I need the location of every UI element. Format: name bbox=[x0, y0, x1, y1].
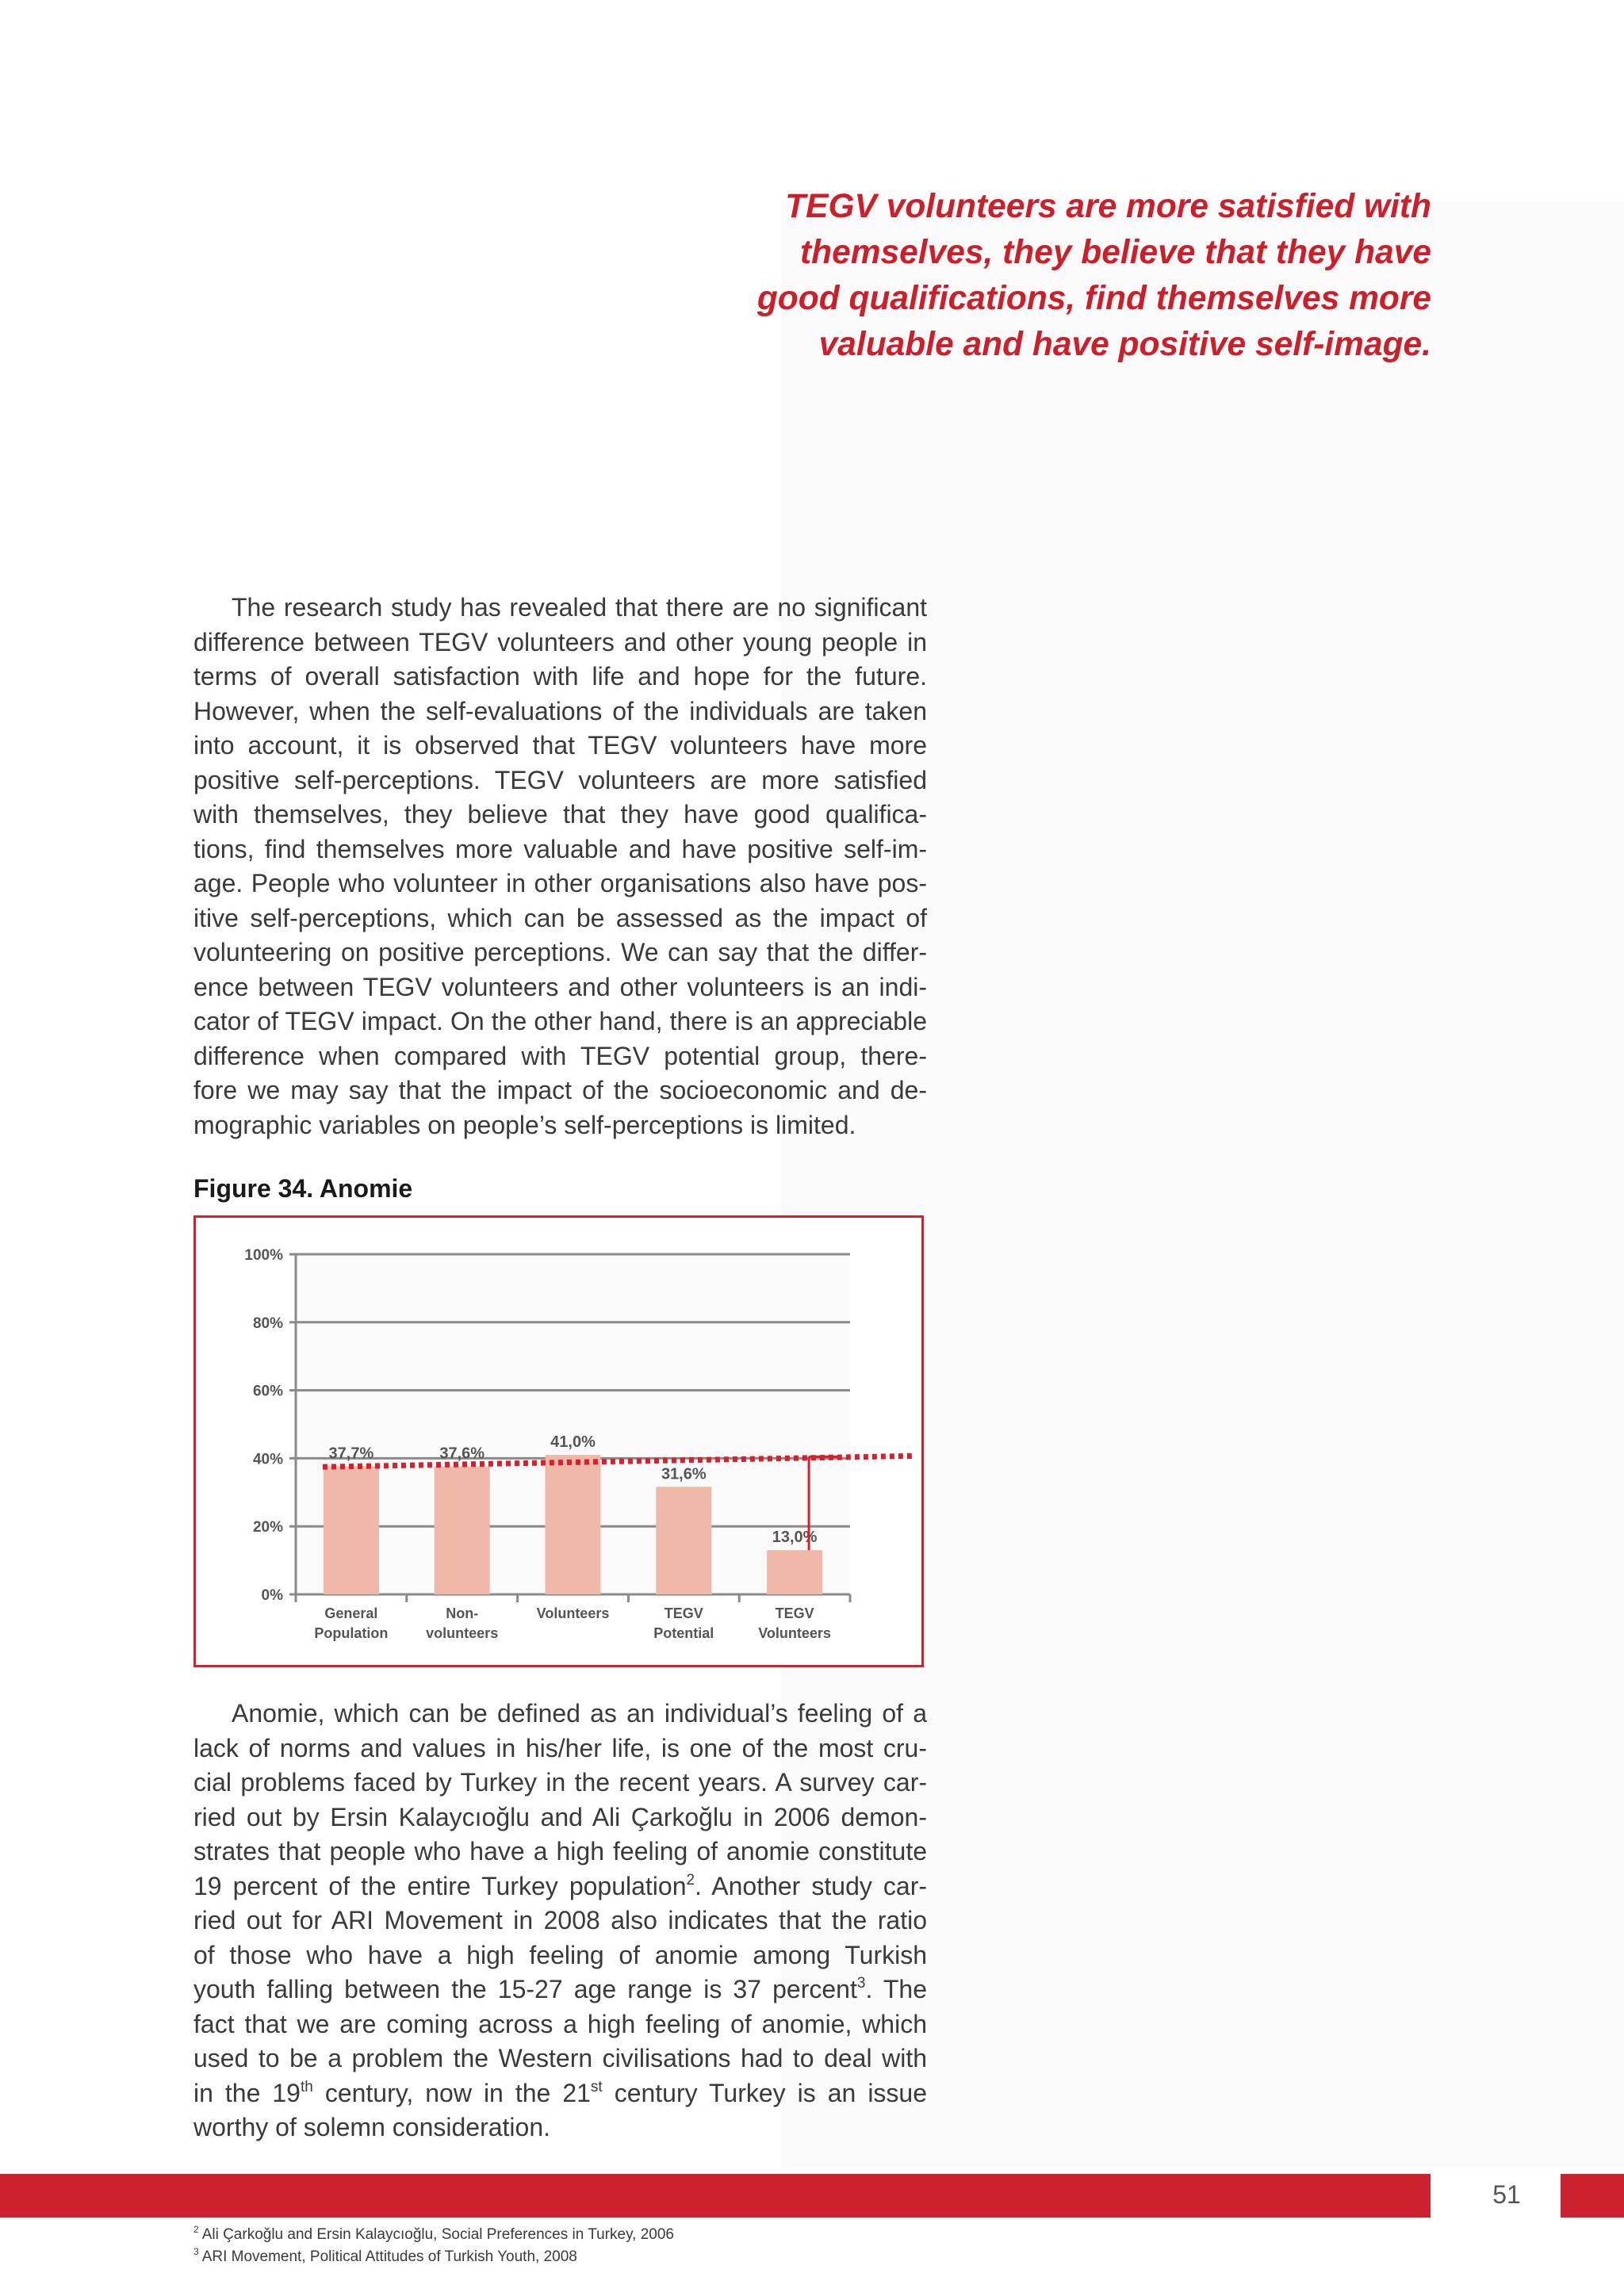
footer-bar-right bbox=[1561, 2174, 1624, 2218]
y-tick-label: 60% bbox=[252, 1383, 283, 1400]
text-line bbox=[193, 1973, 927, 2007]
x-category-label: Non- bbox=[446, 1605, 479, 1621]
footnote-text: ARI Movement, Political Attitudes of Turkish Youth, 2008 bbox=[201, 2248, 577, 2265]
y-tick-label: 100% bbox=[244, 1247, 283, 1264]
text-line bbox=[193, 1835, 927, 1869]
bar-value-label: 41,0% bbox=[550, 1433, 596, 1452]
bar-value-label: 13,0% bbox=[772, 1529, 818, 1547]
text-run: lack of norms and values in his/her life, is one of the most cru- bbox=[193, 1733, 927, 1762]
text-run: used to be a problem the Western civilisations had to deal with bbox=[193, 2044, 927, 2072]
bar bbox=[435, 1467, 490, 1594]
bar-value-label: 37,7% bbox=[328, 1445, 374, 1463]
bar bbox=[656, 1487, 711, 1594]
text-run: strates that people who have a high feeling of anomie constitute bbox=[193, 1837, 927, 1866]
bar-value-label: 37,6% bbox=[439, 1445, 485, 1463]
x-category-label: Volunteers bbox=[536, 1605, 610, 1621]
text-line: difference when compared with TEGV potential group, there- bbox=[193, 1041, 927, 1070]
text-run: of those who have a high feeling of anomie among Turkish bbox=[193, 1940, 927, 1969]
footer-bar bbox=[0, 2174, 1431, 2218]
text-line bbox=[193, 1938, 927, 1973]
footnote-marker: 2 bbox=[193, 2224, 199, 2235]
text-line bbox=[193, 2076, 927, 2111]
text-line: itive self-perceptions, which can be assessed as the impact of bbox=[193, 903, 927, 932]
footnote-text: Ali Çarkoğlu and Ersin Kalaycıoğlu, Social Preferences in Turkey, 2006 bbox=[201, 2226, 674, 2243]
footnote-reference: th bbox=[300, 2078, 313, 2095]
x-category-label: General bbox=[324, 1605, 378, 1621]
anomie-bar-chart bbox=[196, 1218, 921, 1665]
text-run: Anomie, which can be defined as an individual’s feeling of a bbox=[232, 1699, 927, 1728]
y-tick-label: 80% bbox=[252, 1314, 283, 1332]
text-run: century Turkey is an issue bbox=[602, 2078, 928, 2107]
text-line: fore we may say that the impact of the socioeconomic and de- bbox=[193, 1076, 927, 1104]
x-category-label: Population bbox=[314, 1625, 389, 1641]
text-run: ried out by Ersin Kalaycıoğlu and Ali Çarkoğlu in 2006 demon- bbox=[193, 1802, 927, 1831]
footnote-marker: 3 bbox=[193, 2246, 199, 2257]
pull-quote bbox=[714, 184, 1431, 368]
y-tick-label: 40% bbox=[252, 1451, 283, 1468]
text-line bbox=[193, 2007, 927, 2042]
text-line: into account, it is observed that TEGV volunteers have more bbox=[193, 731, 927, 760]
bar-value-label: 31,6% bbox=[661, 1465, 707, 1483]
x-category-label: Volunteers bbox=[758, 1625, 831, 1641]
text-run: youth falling between the 15-27 age range is 37 percent bbox=[193, 1975, 857, 2003]
text-run: ried out for ARI Movement in 2008 also indicates that the ratio bbox=[193, 1906, 927, 1934]
text-run: . Another study car- bbox=[695, 1871, 928, 1900]
y-tick-label: 20% bbox=[252, 1519, 283, 1536]
text-line bbox=[193, 1766, 927, 1800]
x-category-label: TEGV bbox=[664, 1605, 703, 1621]
pull-quote-line: TEGV volunteers are more satisfied with bbox=[785, 188, 1431, 225]
text-line bbox=[193, 1800, 927, 1835]
bar bbox=[546, 1455, 601, 1594]
text-line bbox=[193, 1732, 927, 1766]
page-number: 51 bbox=[1492, 2180, 1521, 2209]
text-line bbox=[193, 2110, 927, 2145]
x-category-label: volunteers bbox=[426, 1625, 499, 1641]
pull-quote-line: themselves, they believe that they have bbox=[799, 234, 1431, 271]
text-line: age. People who volunteer in other organisations also have pos- bbox=[193, 869, 927, 897]
pull-quote-line: good qualifications, find themselves more bbox=[756, 280, 1431, 317]
text-line: mographic variables on people’s self-perceptions is limited. bbox=[193, 1110, 856, 1139]
body-paragraph-2 bbox=[193, 1697, 927, 2145]
body-paragraph-1 bbox=[193, 591, 927, 1142]
text-run: fact that we are coming across a high feeling of anomie, which bbox=[193, 2009, 927, 2038]
text-run: 19 percent of the entire Turkey population bbox=[193, 1871, 687, 1900]
text-line: terms of overall satisfaction with life and hope for the future. bbox=[193, 662, 927, 691]
bar bbox=[767, 1550, 822, 1594]
y-tick-label: 0% bbox=[261, 1587, 283, 1604]
text-run: worthy of solemn consideration. bbox=[193, 2113, 550, 2141]
text-run: cial problems faced by Turkey in the recent years. A survey car- bbox=[193, 1768, 927, 1797]
text-run: in the 19 bbox=[193, 2078, 301, 2107]
text-line: However, when the self-evaluations of the individuals are taken bbox=[193, 696, 927, 725]
text-line bbox=[193, 2042, 927, 2076]
text-run: century, now in the 21 bbox=[312, 2078, 591, 2107]
footnote-reference: st bbox=[590, 2078, 603, 2095]
footnote-2 bbox=[193, 2226, 674, 2244]
text-line: ence between TEGV volunteers and other volunteers is an indi- bbox=[193, 972, 927, 1001]
footnote-3 bbox=[193, 2248, 577, 2266]
footnote-reference: 3 bbox=[856, 1975, 866, 1992]
text-line: with themselves, they believe that they have good qualifica- bbox=[193, 800, 927, 828]
text-line: tions, find themselves more valuable and have positive self-im- bbox=[193, 834, 927, 863]
pull-quote-line: valuable and have positive self-image. bbox=[818, 326, 1431, 363]
figure-title: Figure 34. Anomie bbox=[193, 1174, 413, 1203]
text-line bbox=[193, 1904, 927, 1938]
text-line: difference between TEGV volunteers and other young people in bbox=[193, 627, 927, 656]
text-line: volunteering on positive perceptions. We can say that the differ- bbox=[193, 938, 927, 966]
text-line bbox=[193, 1697, 927, 1732]
text-line bbox=[193, 1869, 927, 1904]
chart-frame bbox=[193, 1215, 924, 1667]
x-category-label: TEGV bbox=[775, 1605, 814, 1621]
footnote-reference: 2 bbox=[686, 1871, 695, 1888]
text-run: . The bbox=[865, 1975, 927, 2003]
text-line: positive self-perceptions. TEGV volunteers are more satisfied bbox=[193, 765, 927, 794]
bar bbox=[324, 1466, 379, 1594]
x-category-label: Potential bbox=[653, 1625, 714, 1641]
text-line: The research study has revealed that there are no significant bbox=[232, 593, 927, 622]
text-line: cator of TEGV impact. On the other hand, there is an appreciable bbox=[193, 1007, 927, 1035]
